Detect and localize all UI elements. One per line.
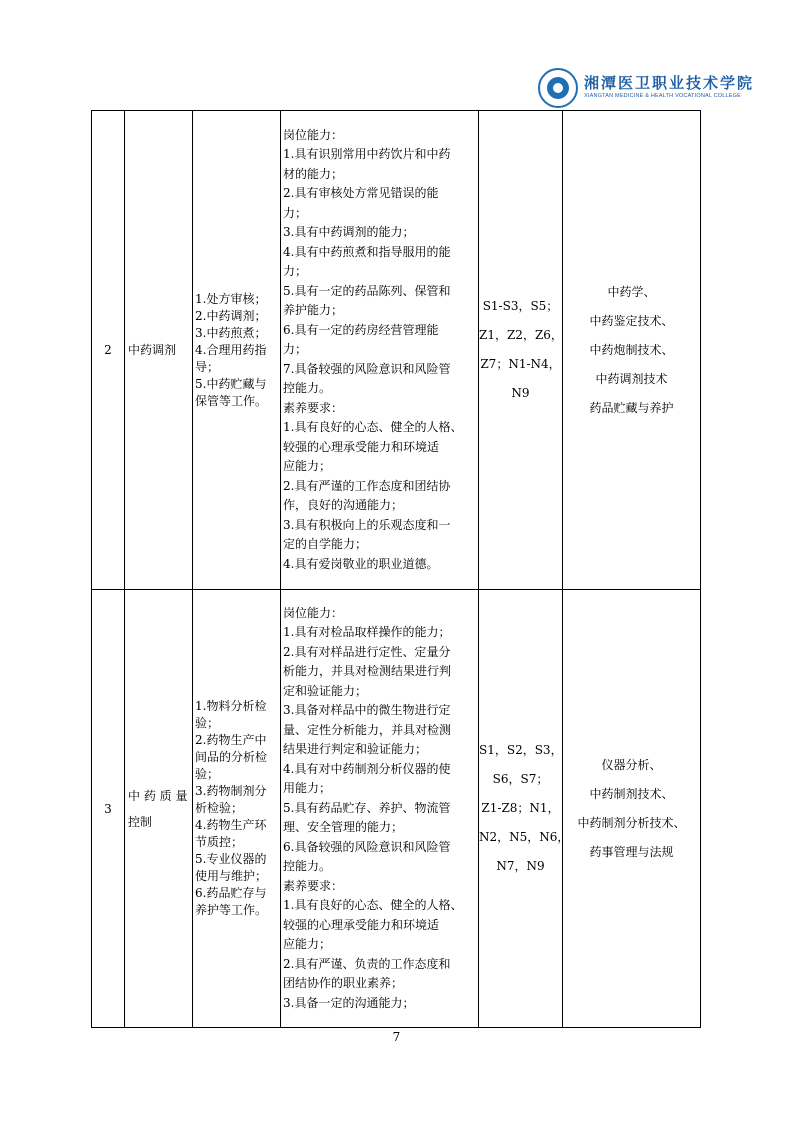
- table-row: [92, 590, 701, 1028]
- ability-requirements: 岗位能力： 1.具有对检品取样操作的能力； 2.具有对样品进行定性、定量分 析能力，并具对检测结果进行判 定和验证能力； 3.具备对样品中的微生物进行定 量、定性分析能力，并具对检测 结果进行判定和验证能力； 4.具有对中药制剂分析仪器的使 用能力； 5.具有药品贮存、养护、物流管 理、安全管理的能力； 6.具备较强的风险意识和风险管 控能力。 素养要求： 1.具有良好的心态、健全的人格、 较强的心理承受能力和环境适 应能力； 2.具有严谨、负责的工作态度和 团结协作的职业素养； 3.具备一定的沟通能力；: [281, 590, 479, 1028]
- table-row: [92, 111, 701, 590]
- job-area: 中 药 质 量 控制: [125, 590, 193, 1028]
- supporting-courses: 中药学、 中药鉴定技术、 中药炮制技术、 中药调剂技术 药品贮藏与养护: [563, 111, 701, 590]
- competency-codes: S1-S3，S5； Z1，Z2，Z6， Z7；N1-N4， N9: [479, 111, 563, 590]
- job-ability-table: [91, 110, 701, 1028]
- supporting-courses: 仪器分析、 中药制剂技术、 中药制剂分析技术、 药事管理与法规: [563, 590, 701, 1028]
- page-number: 7: [392, 1030, 401, 1044]
- job-area: 中药调剂: [125, 111, 193, 590]
- logo-chinese-name: 湘潭医卫职业技术学院: [584, 74, 755, 92]
- college-seal-icon: [538, 68, 578, 108]
- college-logo: [538, 68, 755, 110]
- row-number: 3: [92, 590, 125, 1028]
- ability-requirements: 岗位能力： 1.具有识别常用中药饮片和中药 材的能力； 2.具有审核处方常见错误的能 力； 3.具有中药调剂的能力； 4.具有中药煎煮和指导服用的能 力； 5.具有一定的药品陈列、保管和 养护能力； 6.具有一定的药房经营管理能 力； 7.具备较强的风险意识和风险管 控能力。 素养要求： 1.具有良好的心态、健全的人格、 较强的心理承受能力和环境适 应能力； 2.具有严谨的工作态度和团结协 作，良好的沟通能力； 3.具有积极向上的乐观态度和一 定的自学能力； 4.具有爱岗敬业的职业道德。: [281, 111, 479, 590]
- competency-codes: S1，S2，S3， S6，S7； Z1-Z8；N1， N2，N5，N6， N7，N9: [479, 590, 563, 1028]
- work-tasks: 1.物料分析检 验； 2.药物生产中 间品的分析检 验； 3.药物制剂分 析检验； 4.药物生产环 节质控； 5.专业仪器的 使用与维护； 6.药品贮存与 养护等工作。: [193, 590, 281, 1028]
- logo-english-name: XIANGTAN MEDICINE & HEALTH VOCATIONAL COLLEGE: [584, 93, 742, 99]
- work-tasks: 1.处方审核； 2.中药调剂； 3.中药煎煮； 4.合理用药指 导； 5.中药贮藏与 保管等工作。: [193, 111, 281, 590]
- row-number: 2: [92, 111, 125, 590]
